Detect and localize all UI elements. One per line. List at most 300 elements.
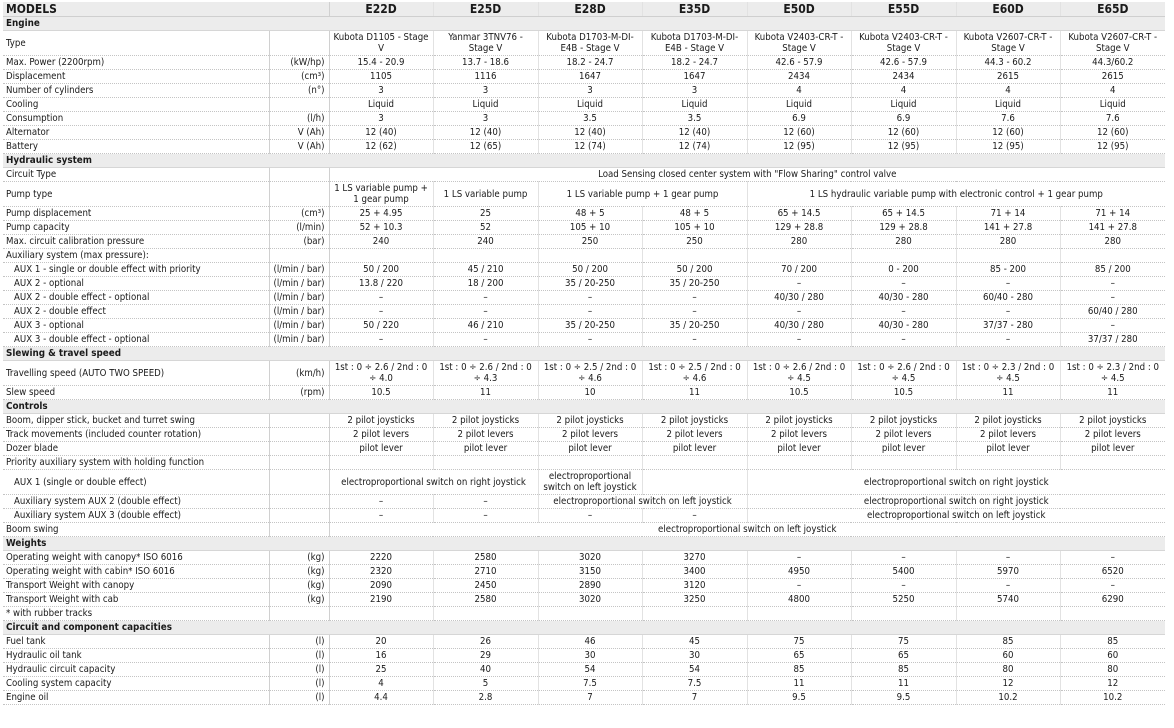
row-unit: (cm³) bbox=[269, 70, 329, 84]
value-cell: 2450 bbox=[433, 579, 538, 593]
value-cell: 11 bbox=[956, 386, 1060, 400]
value-cell: 4 bbox=[851, 84, 956, 98]
value-cell: 7 bbox=[538, 691, 642, 705]
merged-value: electroproportional switch on right joystick bbox=[329, 470, 538, 495]
row-unit: (l/min / bar) bbox=[269, 319, 329, 333]
value-cell: 5250 bbox=[851, 593, 956, 607]
row-label: Auxiliary system AUX 2 (double effect) bbox=[3, 495, 269, 509]
value-cell: – bbox=[329, 305, 433, 319]
value-cell: Liquid bbox=[956, 98, 1060, 112]
value-cell: 2.8 bbox=[433, 691, 538, 705]
value-cell bbox=[851, 456, 956, 470]
row-label: AUX 1 - single or double effect with priority bbox=[3, 263, 269, 277]
value-cell: 1st : 0 ÷ 2.5 / 2nd : 0 ÷ 4.6 bbox=[538, 361, 642, 386]
value-cell: 50 / 200 bbox=[538, 263, 642, 277]
value-cell: 15.4 - 20.9 bbox=[329, 56, 433, 70]
value-cell: – bbox=[956, 551, 1060, 565]
value-cell: 3.5 bbox=[538, 112, 642, 126]
value-cell: 2710 bbox=[433, 565, 538, 579]
row-unit: (l/min) bbox=[269, 221, 329, 235]
circuit-type-row bbox=[3, 168, 1165, 182]
value-cell: – bbox=[433, 509, 538, 523]
value-cell: 2190 bbox=[329, 593, 433, 607]
value-cell: – bbox=[642, 509, 747, 523]
value-cell: 12 (60) bbox=[956, 126, 1060, 140]
value-cell: 141 + 27.8 bbox=[956, 221, 1060, 235]
value-cell: Kubota V2607-CR-T - Stage V bbox=[956, 31, 1060, 56]
value-cell: 3 bbox=[433, 84, 538, 98]
value-cell: 3 bbox=[329, 112, 433, 126]
value-cell: 2 pilot joysticks bbox=[642, 414, 747, 428]
value-cell: 85 bbox=[956, 635, 1060, 649]
value-cell: 240 bbox=[433, 235, 538, 249]
value-cell: 6.9 bbox=[851, 112, 956, 126]
value-cell: – bbox=[1060, 319, 1165, 333]
value-cell: 3400 bbox=[642, 565, 747, 579]
value-cell: – bbox=[329, 495, 433, 509]
capacities-row bbox=[3, 635, 1165, 649]
value-cell: 71 + 14 bbox=[956, 207, 1060, 221]
value-cell: 1 LS variable pump + 1 gear pump bbox=[329, 182, 433, 207]
spec-table-body bbox=[3, 2, 1165, 705]
model-name: E35D bbox=[642, 2, 747, 17]
value-cell: Liquid bbox=[538, 98, 642, 112]
value-cell: 52 + 10.3 bbox=[329, 221, 433, 235]
models-label: MODELS bbox=[3, 2, 329, 17]
value-cell bbox=[1060, 456, 1165, 470]
value-cell: 7.6 bbox=[1060, 112, 1165, 126]
value-cell: 2 pilot levers bbox=[1060, 428, 1165, 442]
row-unit: (l/min / bar) bbox=[269, 291, 329, 305]
row-label: AUX 2 - double effect bbox=[3, 305, 269, 319]
value-cell: 2 pilot joysticks bbox=[433, 414, 538, 428]
value-cell bbox=[329, 456, 433, 470]
value-cell: 2 pilot levers bbox=[642, 428, 747, 442]
models-header-row bbox=[3, 2, 1165, 17]
row-unit: (kg) bbox=[269, 565, 329, 579]
boom-swing-row bbox=[3, 523, 1165, 537]
value-cell: 48 + 5 bbox=[642, 207, 747, 221]
value-cell: 1st : 0 ÷ 2.3 / 2nd : 0 ÷ 4.5 bbox=[956, 361, 1060, 386]
value-cell: 2 pilot levers bbox=[956, 428, 1060, 442]
value-cell: 12 (62) bbox=[329, 140, 433, 154]
value-cell: pilot lever bbox=[956, 442, 1060, 456]
weights-row bbox=[3, 565, 1165, 579]
row-label: AUX 3 - double effect - optional bbox=[3, 333, 269, 347]
value-cell: 129 + 28.8 bbox=[747, 221, 851, 235]
value-cell: 6520 bbox=[1060, 565, 1165, 579]
engine-row bbox=[3, 112, 1165, 126]
value-cell: 280 bbox=[747, 235, 851, 249]
row-label: Travelling speed (AUTO TWO SPEED) bbox=[3, 361, 269, 386]
value-cell: Liquid bbox=[851, 98, 956, 112]
value-cell: 65 + 14.5 bbox=[851, 207, 956, 221]
merged-value: 1 LS hydraulic variable pump with electronic control + 1 gear pump bbox=[747, 182, 1165, 207]
value-cell: 2615 bbox=[1060, 70, 1165, 84]
row-label: Operating weight with cabin* ISO 6016 bbox=[3, 565, 269, 579]
row-unit: (n°) bbox=[269, 84, 329, 98]
value-cell: 40/30 - 280 bbox=[851, 291, 956, 305]
value-cell: – bbox=[433, 495, 538, 509]
value-cell: 20 bbox=[329, 635, 433, 649]
weights-row bbox=[3, 593, 1165, 607]
value-cell: 2090 bbox=[329, 579, 433, 593]
row-unit: (l) bbox=[269, 649, 329, 663]
value-cell: 3 bbox=[642, 84, 747, 98]
value-cell: 1105 bbox=[329, 70, 433, 84]
value-cell bbox=[642, 607, 747, 621]
value-cell: 40/30 / 280 bbox=[747, 319, 851, 333]
row-label: Cooling bbox=[3, 98, 269, 112]
value-cell: 1647 bbox=[538, 70, 642, 84]
section-slewing-title: Slewing & travel speed bbox=[3, 347, 1165, 361]
row-unit: (kW/hp) bbox=[269, 56, 329, 70]
weights-row bbox=[3, 551, 1165, 565]
aux-row bbox=[3, 291, 1165, 305]
row-unit: V (Ah) bbox=[269, 126, 329, 140]
row-unit: (cm³) bbox=[269, 207, 329, 221]
hydraulic-row bbox=[3, 221, 1165, 235]
value-cell: 54 bbox=[642, 663, 747, 677]
merged-value: Load Sensing closed center system with "Flow Sharing" control valve bbox=[329, 168, 1165, 182]
value-cell: 5970 bbox=[956, 565, 1060, 579]
value-cell: 12 (65) bbox=[433, 140, 538, 154]
value-cell: 2890 bbox=[538, 579, 642, 593]
value-cell: – bbox=[433, 305, 538, 319]
value-cell: 42.6 - 57.9 bbox=[747, 56, 851, 70]
value-cell: 280 bbox=[956, 235, 1060, 249]
row-label: Alternator bbox=[3, 126, 269, 140]
value-cell: 9.5 bbox=[851, 691, 956, 705]
merged-value: electroproportional switch on right joystick bbox=[747, 495, 1165, 509]
value-cell: 12 (40) bbox=[329, 126, 433, 140]
value-cell: pilot lever bbox=[329, 442, 433, 456]
value-cell: 2580 bbox=[433, 551, 538, 565]
value-cell: 10.5 bbox=[329, 386, 433, 400]
weights-row bbox=[3, 579, 1165, 593]
value-cell: 5740 bbox=[956, 593, 1060, 607]
value-cell bbox=[538, 456, 642, 470]
value-cell: Liquid bbox=[329, 98, 433, 112]
value-cell: 11 bbox=[747, 677, 851, 691]
row-label: Pump displacement bbox=[3, 207, 269, 221]
value-cell: 12 (95) bbox=[956, 140, 1060, 154]
value-cell: 50 / 220 bbox=[329, 319, 433, 333]
value-cell: Kubota D1703-M-DI-E4B - Stage V bbox=[538, 31, 642, 56]
value-cell: pilot lever bbox=[1060, 442, 1165, 456]
value-cell: 2 pilot levers bbox=[747, 428, 851, 442]
value-cell: 7 bbox=[642, 691, 747, 705]
value-cell: 2320 bbox=[329, 565, 433, 579]
value-cell: 3020 bbox=[538, 593, 642, 607]
section-capacities-title: Circuit and component capacities bbox=[3, 621, 1165, 635]
value-cell: 30 bbox=[538, 649, 642, 663]
value-cell: – bbox=[956, 333, 1060, 347]
model-name: E25D bbox=[433, 2, 538, 17]
value-cell bbox=[433, 249, 538, 263]
engine-row bbox=[3, 140, 1165, 154]
section-engine-title: Engine bbox=[3, 17, 1165, 31]
model-name: E60D bbox=[956, 2, 1060, 17]
value-cell: – bbox=[851, 277, 956, 291]
row-label: Hydraulic circuit capacity bbox=[3, 663, 269, 677]
merged-value: electroproportional switch on left joystick bbox=[329, 523, 1165, 537]
value-cell: 250 bbox=[538, 235, 642, 249]
row-label: AUX 2 - optional bbox=[3, 277, 269, 291]
value-cell bbox=[956, 607, 1060, 621]
value-cell: 1116 bbox=[433, 70, 538, 84]
section-hydraulic-title: Hydraulic system bbox=[3, 154, 1165, 168]
value-cell: 12 (95) bbox=[851, 140, 956, 154]
row-unit: (kg) bbox=[269, 579, 329, 593]
row-unit bbox=[269, 523, 329, 537]
value-cell: 129 + 28.8 bbox=[851, 221, 956, 235]
value-cell: 6290 bbox=[1060, 593, 1165, 607]
value-cell: Liquid bbox=[747, 98, 851, 112]
row-unit bbox=[269, 470, 329, 495]
value-cell bbox=[956, 249, 1060, 263]
value-cell: 1647 bbox=[642, 70, 747, 84]
merged-value: electroproportional switch on left joystick bbox=[538, 495, 747, 509]
aux-row bbox=[3, 277, 1165, 291]
value-cell: – bbox=[538, 333, 642, 347]
value-cell: 2 pilot levers bbox=[851, 428, 956, 442]
value-cell: 4800 bbox=[747, 593, 851, 607]
row-unit bbox=[269, 607, 329, 621]
value-cell: 52 bbox=[433, 221, 538, 235]
value-cell: 60/40 - 280 bbox=[956, 291, 1060, 305]
controls-row bbox=[3, 414, 1165, 428]
model-name: E50D bbox=[747, 2, 851, 17]
value-cell: 50 / 200 bbox=[329, 263, 433, 277]
value-cell: – bbox=[329, 509, 433, 523]
row-unit bbox=[269, 509, 329, 523]
value-cell bbox=[538, 607, 642, 621]
row-label: Pump type bbox=[3, 182, 269, 207]
value-cell: 48 + 5 bbox=[538, 207, 642, 221]
value-cell: Liquid bbox=[433, 98, 538, 112]
hydraulic-row bbox=[3, 235, 1165, 249]
model-name: E22D bbox=[329, 2, 433, 17]
value-cell: – bbox=[1060, 551, 1165, 565]
aux-row bbox=[3, 333, 1165, 347]
capacities-row bbox=[3, 649, 1165, 663]
row-unit: (l/min / bar) bbox=[269, 305, 329, 319]
engine-row bbox=[3, 70, 1165, 84]
value-cell: pilot lever bbox=[433, 442, 538, 456]
capacities-row bbox=[3, 663, 1165, 677]
value-cell: 4 bbox=[747, 84, 851, 98]
section-controls-title: Controls bbox=[3, 400, 1165, 414]
value-cell: 12 (40) bbox=[433, 126, 538, 140]
value-cell: 2220 bbox=[329, 551, 433, 565]
value-cell: 13.7 - 18.6 bbox=[433, 56, 538, 70]
row-label: Battery bbox=[3, 140, 269, 154]
value-cell: 35 / 20-250 bbox=[538, 319, 642, 333]
value-cell: 105 + 10 bbox=[538, 221, 642, 235]
merged-value: electroproportional switch on right joystick bbox=[747, 470, 1165, 495]
value-cell: 85 / 200 bbox=[1060, 263, 1165, 277]
value-cell: – bbox=[1060, 277, 1165, 291]
value-cell: – bbox=[747, 277, 851, 291]
value-cell: 105 + 10 bbox=[642, 221, 747, 235]
value-cell bbox=[642, 470, 747, 495]
value-cell: 7.5 bbox=[538, 677, 642, 691]
capacities-row bbox=[3, 677, 1165, 691]
value-cell: 12 (60) bbox=[851, 126, 956, 140]
row-label: Operating weight with canopy* ISO 6016 bbox=[3, 551, 269, 565]
row-unit: (kg) bbox=[269, 551, 329, 565]
value-cell: Kubota V2403-CR-T - Stage V bbox=[851, 31, 956, 56]
value-cell: 50 / 200 bbox=[642, 263, 747, 277]
value-cell: 10.2 bbox=[1060, 691, 1165, 705]
value-cell: 60 bbox=[1060, 649, 1165, 663]
row-label: Fuel tank bbox=[3, 635, 269, 649]
value-cell: – bbox=[433, 291, 538, 305]
row-label: Consumption bbox=[3, 112, 269, 126]
value-cell: – bbox=[329, 333, 433, 347]
value-cell: 7.6 bbox=[956, 112, 1060, 126]
controls-aux3-row bbox=[3, 509, 1165, 523]
row-label: Auxiliary system (max pressure): bbox=[3, 249, 269, 263]
row-unit bbox=[269, 98, 329, 112]
row-label: Max. Power (2200rpm) bbox=[3, 56, 269, 70]
value-cell: 2 pilot levers bbox=[433, 428, 538, 442]
value-cell: pilot lever bbox=[538, 442, 642, 456]
row-label: Circuit Type bbox=[3, 168, 269, 182]
row-label: Transport Weight with canopy bbox=[3, 579, 269, 593]
value-cell: 5400 bbox=[851, 565, 956, 579]
value-cell: 3270 bbox=[642, 551, 747, 565]
value-cell: 3 bbox=[538, 84, 642, 98]
row-label: Boom, dipper stick, bucket and turret swing bbox=[3, 414, 269, 428]
value-cell: 16 bbox=[329, 649, 433, 663]
row-unit: (rpm) bbox=[269, 386, 329, 400]
value-cell bbox=[956, 456, 1060, 470]
row-label: Max. circuit calibration pressure bbox=[3, 235, 269, 249]
value-cell: 85 bbox=[851, 663, 956, 677]
value-cell: 25 bbox=[329, 663, 433, 677]
value-cell: – bbox=[642, 333, 747, 347]
aux-row bbox=[3, 263, 1165, 277]
value-cell: 2 pilot joysticks bbox=[538, 414, 642, 428]
value-cell: – bbox=[329, 291, 433, 305]
value-cell: 4 bbox=[1060, 84, 1165, 98]
value-cell: 250 bbox=[642, 235, 747, 249]
row-label: AUX 3 - optional bbox=[3, 319, 269, 333]
value-cell: Liquid bbox=[1060, 98, 1165, 112]
value-cell: 141 + 27.8 bbox=[1060, 221, 1165, 235]
row-label: Engine oil bbox=[3, 691, 269, 705]
section-weights bbox=[3, 537, 1165, 551]
value-cell: 2 pilot joysticks bbox=[956, 414, 1060, 428]
value-cell: 2 pilot joysticks bbox=[1060, 414, 1165, 428]
value-cell: 2434 bbox=[851, 70, 956, 84]
value-cell: – bbox=[747, 579, 851, 593]
value-cell: – bbox=[851, 551, 956, 565]
row-label: Dozer blade bbox=[3, 442, 269, 456]
value-cell: 85 bbox=[1060, 635, 1165, 649]
value-cell bbox=[329, 607, 433, 621]
slew-speed-row bbox=[3, 386, 1165, 400]
value-cell: – bbox=[851, 579, 956, 593]
row-unit bbox=[269, 414, 329, 428]
value-cell: 1 LS variable pump bbox=[433, 182, 538, 207]
value-cell: 2 pilot joysticks bbox=[851, 414, 956, 428]
row-unit: (l) bbox=[269, 677, 329, 691]
value-cell: 85 bbox=[747, 663, 851, 677]
value-cell: 25 + 4.95 bbox=[329, 207, 433, 221]
value-cell: 40/30 / 280 bbox=[747, 291, 851, 305]
value-cell: 40 bbox=[433, 663, 538, 677]
value-cell: 42.6 - 57.9 bbox=[851, 56, 956, 70]
value-cell: 85 - 200 bbox=[956, 263, 1060, 277]
value-cell: 54 bbox=[538, 663, 642, 677]
value-cell: 4950 bbox=[747, 565, 851, 579]
controls-row bbox=[3, 442, 1165, 456]
value-cell: 6.9 bbox=[747, 112, 851, 126]
value-cell: – bbox=[1060, 579, 1165, 593]
value-cell: 4 bbox=[956, 84, 1060, 98]
value-cell: – bbox=[747, 333, 851, 347]
controls-aux2-row bbox=[3, 495, 1165, 509]
row-unit: (l) bbox=[269, 663, 329, 677]
engine-type-row bbox=[3, 31, 1165, 56]
model-name: E28D bbox=[538, 2, 642, 17]
engine-row bbox=[3, 56, 1165, 70]
value-cell: 1st : 0 ÷ 2.3 / 2nd : 0 ÷ 4.5 bbox=[1060, 361, 1165, 386]
value-cell bbox=[1060, 249, 1165, 263]
row-unit: (l/min / bar) bbox=[269, 333, 329, 347]
value-cell: 12 (60) bbox=[1060, 126, 1165, 140]
pump-type-row bbox=[3, 182, 1165, 207]
value-cell: 10 bbox=[538, 386, 642, 400]
row-label: Transport Weight with cab bbox=[3, 593, 269, 607]
value-cell: 40/30 - 280 bbox=[851, 319, 956, 333]
value-cell: pilot lever bbox=[642, 442, 747, 456]
value-cell: 11 bbox=[433, 386, 538, 400]
value-cell: 46 bbox=[538, 635, 642, 649]
row-unit: (l) bbox=[269, 635, 329, 649]
value-cell: Kubota D1105 - Stage V bbox=[329, 31, 433, 56]
value-cell: – bbox=[851, 305, 956, 319]
row-label: Priority auxiliary system with holding function bbox=[3, 456, 269, 470]
row-unit bbox=[269, 428, 329, 442]
value-cell bbox=[1060, 607, 1165, 621]
aux-row bbox=[3, 319, 1165, 333]
merged-value: electroproportional switch on left joystick bbox=[747, 509, 1165, 523]
value-cell: 280 bbox=[851, 235, 956, 249]
aux-row bbox=[3, 305, 1165, 319]
row-unit bbox=[269, 456, 329, 470]
engine-row bbox=[3, 126, 1165, 140]
value-cell: – bbox=[538, 291, 642, 305]
travel-speed-row bbox=[3, 361, 1165, 386]
row-unit bbox=[269, 168, 329, 182]
weights-footnote-row bbox=[3, 607, 1165, 621]
value-cell: 1st : 0 ÷ 2.6 / 2nd : 0 ÷ 4.3 bbox=[433, 361, 538, 386]
row-label: Auxiliary system AUX 3 (double effect) bbox=[3, 509, 269, 523]
value-cell: 10.2 bbox=[956, 691, 1060, 705]
value-cell: 3250 bbox=[642, 593, 747, 607]
value-cell: 71 + 14 bbox=[1060, 207, 1165, 221]
value-cell: 2434 bbox=[747, 70, 851, 84]
value-cell bbox=[747, 249, 851, 263]
value-cell: 12 (60) bbox=[747, 126, 851, 140]
controls-aux1-row bbox=[3, 470, 1165, 495]
section-hydraulic bbox=[3, 154, 1165, 168]
value-cell: 44.3/60.2 bbox=[1060, 56, 1165, 70]
